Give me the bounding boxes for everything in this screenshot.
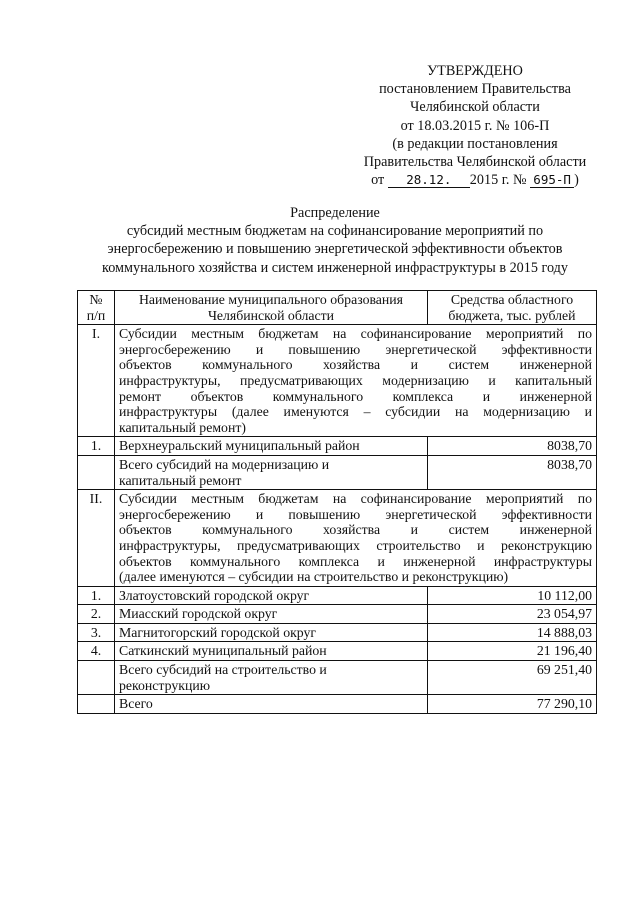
row-name: Магнитогорский городской округ xyxy=(115,623,428,642)
header-funds: Средства областного бюджета, тыс. рублей xyxy=(428,291,597,325)
amendment-date: 28.12. xyxy=(388,173,470,188)
grand-total-label: Всего xyxy=(115,695,428,714)
subtotal-value: 69 251,40 xyxy=(428,661,597,695)
title-line: коммунального хозяйства и систем инженерной инфраструктуры в 2015 году xyxy=(102,259,568,276)
amendment-line xyxy=(330,171,620,189)
table-header-row xyxy=(78,291,597,325)
title-heading: Распределение xyxy=(290,205,380,221)
row-value: 10 112,00 xyxy=(428,586,597,605)
approval-decree: от 18.03.2015 г. № 106-П xyxy=(400,117,550,134)
subtotal-value: 8038,70 xyxy=(428,455,597,489)
row-name: Саткинский муниципальный район xyxy=(115,642,428,661)
approval-block xyxy=(330,62,620,189)
table-row xyxy=(78,586,597,605)
row-num: 4. xyxy=(78,642,115,661)
subtotal-label: Всего субсидий на модернизацию и капитальный ремонт xyxy=(115,455,428,489)
row-num: 2. xyxy=(78,605,115,624)
approval-line: Челябинской области xyxy=(410,99,540,116)
approval-heading: УТВЕРЖДЕНО xyxy=(427,63,523,79)
approval-line: постановлением Правительства xyxy=(379,81,571,98)
row-num-empty xyxy=(78,661,115,695)
amendment-number: 695-П xyxy=(530,173,574,188)
table-row xyxy=(78,605,597,624)
section-num: II. xyxy=(78,490,115,587)
row-num: 1. xyxy=(78,586,115,605)
section-row xyxy=(78,490,597,587)
header-name: Наименование муниципального образования Челябинской области xyxy=(115,291,428,325)
section-description: Субсидии местным бюджетам на софинансирование мероприятий по энергосбережению и повышению энергетической эффективности объектов коммунального хозяйства и систем инженерной инфраструктуры, предусматривающих строительство и реконструкцию объектов коммунального комплекса и инженерной инфраструктуры (далее именуются – субсидии на строительство и реконструкцию) xyxy=(115,490,597,587)
table-row xyxy=(78,437,597,456)
row-value: 14 888,03 xyxy=(428,623,597,642)
row-num-empty xyxy=(78,695,115,714)
row-value: 21 196,40 xyxy=(428,642,597,661)
approval-line: Правительства Челябинской области xyxy=(363,154,587,171)
row-name: Миасский городской округ xyxy=(115,605,428,624)
number-sign: № xyxy=(513,172,527,189)
approval-line: (в редакции постановления xyxy=(392,135,558,152)
header-num: № п/п xyxy=(78,291,115,325)
amendment-prefix: от xyxy=(371,172,385,189)
document-title xyxy=(60,204,610,277)
row-name: Верхнеуральский муниципальный район xyxy=(115,437,428,456)
row-num: 1. xyxy=(78,437,115,456)
table-row xyxy=(78,642,597,661)
section-row xyxy=(78,325,597,437)
row-value: 8038,70 xyxy=(428,437,597,456)
grand-total-row xyxy=(78,695,597,714)
row-value: 23 054,97 xyxy=(428,605,597,624)
subtotal-row xyxy=(78,455,597,489)
amendment-close: ) xyxy=(574,172,579,189)
section-description: Субсидии местным бюджетам на софинансирование мероприятий по энергосбережению и повышению энергетической эффективности объектов коммунального хозяйства и систем инженерной инфраструктуры, предусматривающих модернизацию и капитальный ремонт объектов коммунального комплекса и инженерной инфраструктуры (далее именуются – субсидии на модернизацию и капитальный ремонт) xyxy=(115,325,597,437)
section-num: I. xyxy=(78,325,115,437)
table-row xyxy=(78,623,597,642)
row-num-empty xyxy=(78,455,115,489)
row-num: 3. xyxy=(78,623,115,642)
grand-total-value: 77 290,10 xyxy=(428,695,597,714)
distribution-table xyxy=(77,290,597,714)
title-line: субсидий местным бюджетам на софинансирование мероприятий по xyxy=(126,223,544,240)
row-name: Златоустовский городской округ xyxy=(115,586,428,605)
amendment-year: 2015 г. xyxy=(469,172,510,189)
subtotal-label: Всего субсидий на строительство и реконструкцию xyxy=(115,661,428,695)
subtotal-row xyxy=(78,661,597,695)
title-line: энергосбережению и повышению энергетической эффективности объектов xyxy=(107,241,563,258)
